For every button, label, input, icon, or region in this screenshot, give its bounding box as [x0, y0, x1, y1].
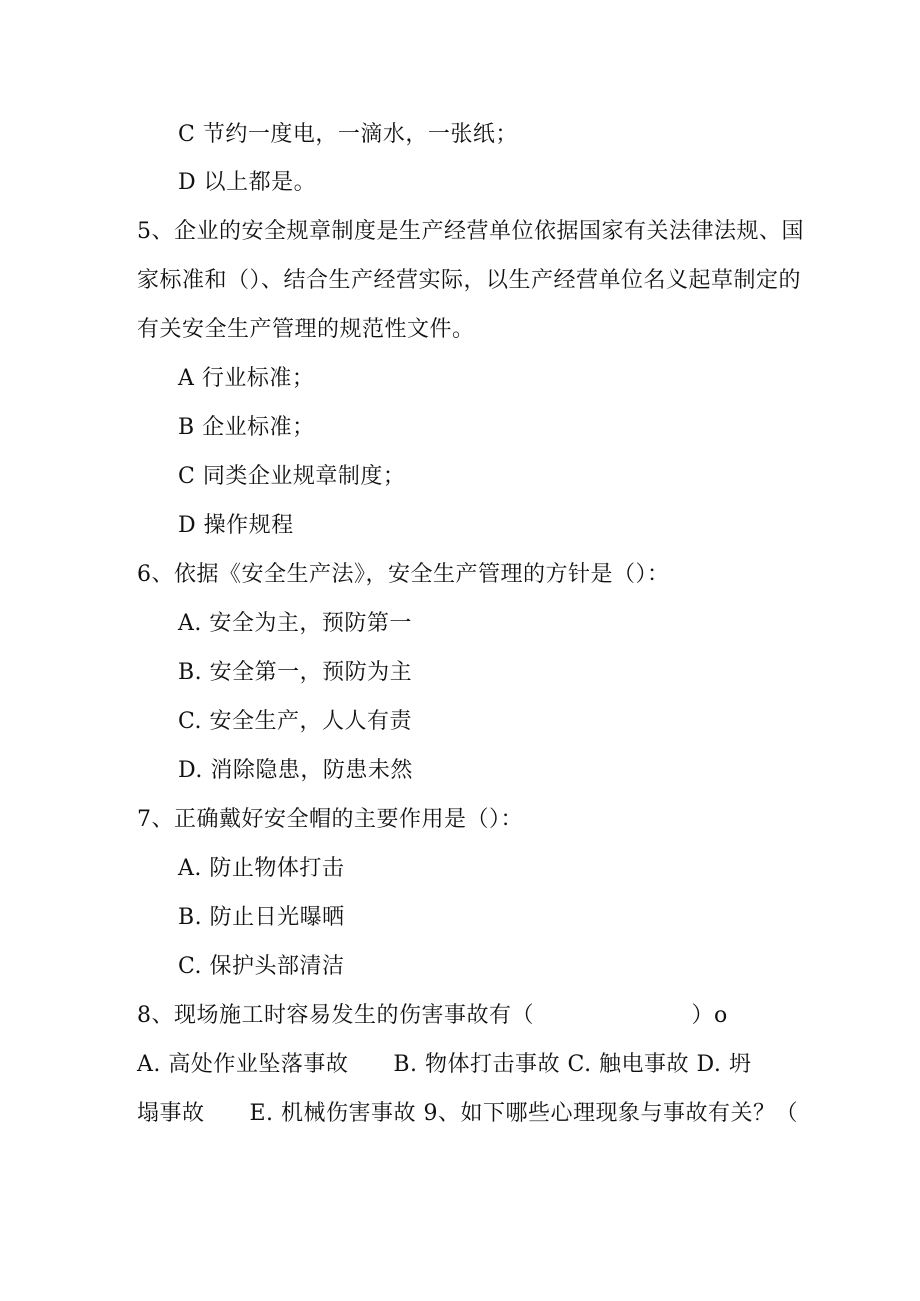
q5-option-d: D 操作规程 — [178, 513, 294, 538]
q5-option-b: B 企业标准； — [178, 415, 315, 440]
q5-option-c: C 同类企业规章制度； — [178, 464, 406, 489]
q6-option-b: B. 安全第一，预防为主 — [178, 660, 413, 685]
q6-option-d: D. 消除隐患，防患未然 — [178, 758, 413, 783]
q7-option-a: A. 防止物体打击 — [178, 856, 345, 881]
q6-option-c: C. 安全生产，人人有责 — [178, 709, 413, 734]
q5-text-line-1: 5、企业的安全规章制度是生产经营单位依据国家有关法律法规、国 — [137, 219, 804, 244]
q6-text: 6、依据《安全生产法》，安全生产管理的方针是（）： — [137, 562, 670, 587]
q5-text-line-2: 家标准和（）、结合生产经营实际，以生产经营单位名义起草制定的 — [137, 268, 802, 293]
q4-option-c: C 节约一度电，一滴水，一张纸； — [178, 122, 518, 147]
q8-text: 8、现场施工时容易发生的伤害事故有（ ）o — [137, 1003, 728, 1028]
q6-option-a: A. 安全为主，预防第一 — [178, 611, 412, 636]
q8-options-line-1: A. 高处作业坠落事故 B. 物体打击事故 C. 触电事故 D. 坍 — [137, 1052, 752, 1077]
q5-option-a: A 行业标准； — [178, 366, 315, 391]
q8-options-line-2: 塌事故 E. 机械伤害事故 9、如下哪些心理现象与事故有关？（ — [137, 1101, 799, 1126]
q7-option-b: B. 防止日光曝晒 — [178, 905, 345, 930]
q5-text-line-3: 有关安全生产管理的规范性文件。 — [137, 317, 475, 342]
q7-option-c: C. 保护头部清洁 — [178, 954, 345, 979]
q4-option-d: D 以上都是。 — [178, 170, 317, 195]
q7-text: 7、正确戴好安全帽的主要作用是（）： — [137, 807, 523, 832]
